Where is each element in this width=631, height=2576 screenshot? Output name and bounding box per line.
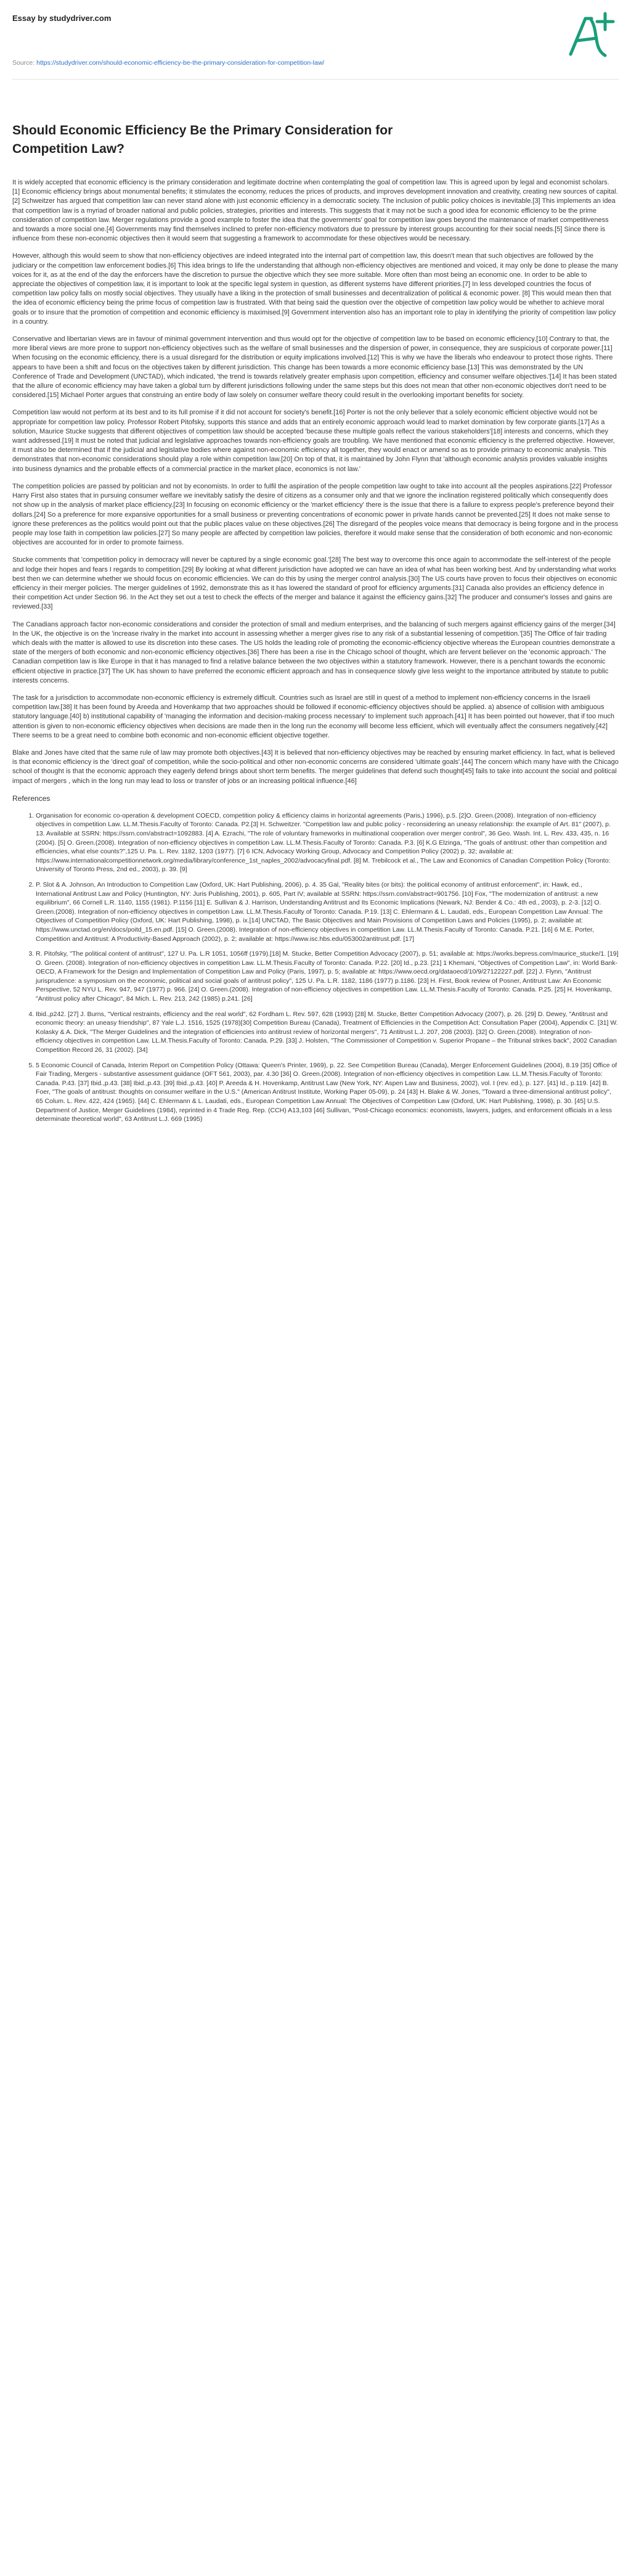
essay-paragraph: The competition policies are passed by politician and not by economists. In order to fulfil the aspiration of the people competition law ought to take into account all the peoples aspirations.[22] Professor Harry First also states that in pursuing consumer welfare we inevitably satisfy the desire of citizens as a consumer only and that we ignore the inclination registered politically which consequently does not show up in the analysis of market place efficiency.[23] In focusing on economic efficiency or the 'market efficiency' there is the issue that there is a failure to express people's preference beyond their dollars.[24] So a preference for more expansive opportunities for a small business or preventing concentrations of economic power in private hands cannot be prevented.[25] It does not make sense to ignore these preferences as the politics would point out that the public places value on these objectives.[26] The disregard of the peoples voice means that democracy is being forgone and in the process people may lose faith in competition law policies.[27] So many people are affected by competition law policies, therefore it would make sense that the consideration of both economic and non-economic objectives are accounted for in order to promote fairness.	[12, 482, 619, 547]
essay-content	[0, 121, 631, 1124]
source-line	[12, 59, 357, 67]
reference-item: 5. 5 Economic Council of Canada, Interim Report on Competition Policy (Ottawa: Queen's Printer, 1969), p. 22. See Competition Bureau (Canada), Merger Enforcement Guidelines (2004), 8.19 [35] Office of Fair Trading, Mergers - substantive assessment guidance (OFT 561, 2003), par. 4.30 [36] O. Green.(2008). Integration of non-efficiency objectives in competition Law. LL.M.Thesis.Faculty of Toronto: Canada. P.43. [37] Ibid.,p.43. [38] Ibid.,p.43. [39] Ibid.,p.43. [40] P. Areeda & H. Hovenkamp, Antitrust Law (New York, NY: Aspen Law and Business, 2002), vol. I (rev. ed.), p. 127. [41] Id., p.119. [42] B. Foer, "The goals of antitrust: thoughts on consumer welfare in the U.S." (American Antitrust Institute, Working Paper 05-09), p. 24 [43] H. Blake & W. Jones, "Toward a three-dimensional antitrust policy", 65 Colum. L. Rev. 422, 424 (1965). [44] C. Ehlermann & L. Laudati, eds., European Competition Law Annual: The Objectives of Competition Law (Oxford, UK: Hart Publishing, 1998), p. 30. [45] U.S. Department of Justice, Merger Guidelines (1984), reprinted in 4 Trade Reg. Rep. (CCH) A13,103 [46] Sullivan, "Post-Chicago economics: economists, lawyers, judges, and enforcement officials in a less determinate theoretical world", 63 Antitrust L.J. 669 (1995)	[36, 1061, 619, 1124]
essay-paragraph: The task for a jurisdiction to accommodate non-economic efficiency is extremely difficult. Countries such as Israel are still in quest of a method to implement non-efficiency concerns in the Israeli competition law.[38] It has been found by Areeda and Hovenkamp that two approaches should be followed if economic-efficiency objectives should be applied. a) absence of collision with ambiguous statutory language.[40] b) institutional capability of 'managing the information and decision-making process necessary' to implement such approach.[41] It has been pointed out however, that if too much attention is given to non-economic efficiency objectives when decisions are made then in the long run the economy will become less efficient, which will eventually affect the consumers negatively.[42] There seems to be a great need to combine both economic and non-economic efficient objective together.	[12, 694, 615, 739]
site-title: Essay by studydriver.com	[12, 14, 112, 23]
source-label: Source:	[12, 59, 37, 67]
essay-paragraph: It is widely accepted that economic efficiency is the primary consideration and legitimate doctrine when contemplating the goal of competition law. This is agreed upon by legal and economist scholars. [1] Economic efficiency brings about monumental benefits; it stimulates the economy, reduces the prices of products, and improves development innovation and creativity, creating new sources of capital.[2] Schweitzer has argued that competition law can never stand alone with just economic efficiency in a democratic society. The inclusion of public policy choices is inevitable.[3] This implements an idea that competition law is a myriad of broader national and public policies, strategies, priorities and interests. This suggests that it may not be such a good idea for economic efficiency to be the prime consideration of competition law. Merger regulations provide a good example to foster the idea that the governments' goal for competition law goes beyond the maintenance of market competitiveness and towards a more social one.[4] Governments may find themselves inclined to prefer non-efficiency motivators due to pressure by interest groups accounting for their social needs.[5] Since there is influence from these non-economic objectives then it would seem that suggesting a framework to accommodate for these objectives would be necessary.	[12, 179, 618, 243]
essay-paragraph: The Canadians approach factor non-economic considerations and consider the protection of small and medium enterprises, and the balancing of such mergers against efficiency gains of the merger.[34] In the UK, the objective is on the 'increase rivalry in the market into account in assessing whether a merger gives rise to any risk of a substantial lessening of competition.'[35] The Office of fair trading which deals with the matter is allowed to use its discretion into these cases. The US holds the leading role of promoting the economic-efficiency objective whereas the European countries demonstrate a state of the mergers of both economic and non-economic efficiency objectives.[36] There has been a rise in the Chicago school of thought, which are fervent believer on the 'economic approach.' The Canadian competition law is like Europe in that it has managed to find a relative balance between the two objectives within a statutory framework. However, there is a penchant towards the economic efficient objective in practice.[37] The UK has shown to have preferred the economic efficient approach and has in consequence slowly give less weight to the importance attributed by statute to public interests concerns.	[12, 620, 616, 684]
essay-paragraph: Conservative and libertarian views are in favour of minimal government intervention and thus would opt for the objective of competition law to be based on economic efficiency.[10] Contrary to that, the more liberal views are more prone to support non-efficiency objectives such as the welfare of small businesses and the dispersion of power, in consequence, they are suspicious of corporate power.[11] When focusing on the economic efficiency, there is a usual disregard for the distribution or equity implications involved.[12] This is why we have the liberals who endeavour to protect those rights. There appears to have been a shift and focus on the objectives taken by different jurisdiction. This change has been towards a more economic efficiency base.[13] This was demonstrated by the UN Conference of Trade and Development (UNCTAD), which indicated, 'the trend is towards relatively greater emphasis upon competition, efficiency and consumer welfare objectives.'[14] It has been stated that the allure of economic efficiency may have taken a global turn by different jurisdictions following under the same steps but this does not mean that other non-economic objectives don't need to be considered.[15] Michael Porter argues that construing an entire body of law solely on consumer welfare theory could result in the overlooking important benefits for society.	[12, 335, 617, 400]
reference-item: 1. Organisation for economic co-operation & development COECD, competition policy & efficiency claims in horizontal agreements (Paris,) 1996), p.5. [2]O. Green.(2008). Integration of non-efficiency objectives in competition Law. LL.M.Thesis.Faculty of Toronto: Canada. P2.[3] H. Schweitzer. "Competition law and public policy - reconsidering an uneasy relationship: the example of Art. 81" (2007), p. 13. Available at SSRN: https://ssrn.com/abstract=1092883. [4] A. Ezrachi, "The role of voluntary frameworks in multinational cooperation over merger control", 36 Geo. Wash. Int. L. Rev. 433, 435, n. 16 (2004). [5] O. Green.(2008). Integration of non-efficiency objectives in competition Law. LL.M.Thesis.Faculty of Toronto: Canada. P.3. [6] K.G Elzinga, "The goals of antitrust: other than competition and efficiencies, what else counts?",125 U. Pa. L. Rev. 1182, 1203 (1977). [7] 6 ICN, Advocacy Working Group, Advocacy and Competition Policy (2002) p. 32; available at: https://www.internationalcompetitionnetwork.org/media/library/conference_1st_naples_2002/advocacyfinal.pdf. [8] M. Trebilcock et al., The Law and Economics of Canadian Competition Policy (Toronto: University of Toronto Press, 2nd ed., 2003), p. 39. [9]	[36, 811, 619, 874]
essay-body	[12, 178, 619, 786]
references-heading: References	[12, 794, 51, 803]
essay-paragraph: Blake and Jones have cited that the same rule of law may promote both objectives.[43] It is believed that non-efficiency objectives may be reached by ensuring market efficiency. In fact, what is believed is that economic efficiency is the 'direct goal' of competition, while the socio-political and other non-economic concerns are considered 'ultimate goals'.[44] The concern which many have with the Chicago school of thought is that the economic approach they eagerly defend brings about short term benefits. The merger guidelines that defend such thought[45] fails to take into account the social and political impact of mergers , which in the long run may lead to loss or transfer of jobs or an increasing political influence.[46]	[12, 749, 619, 785]
reference-item: 2. P. Slot & A. Johnson, An Introduction to Competition Law (Oxford, UK: Hart Publishing, 2006), p. 4. 35 Gal, "Reality bites (or bits): the political economy of antitrust enforcement", in: Hawk, ed., International Antitrust Law and Policy (Huntington, NY: Juris Publishing, 2001), p. 605, Part IV; available at SSRN: https://ssrn.com/abstract=901756. [10] Fox, "The modernization of antitrust: a new equilibrium", 66 Cornell L.R. 1140, 1155 (1981). P.1156 [11] E. Sullivan & J. Harrison, Understanding Antitrust and Its Economic Implications (Newark, NJ: Bender & Co.: 4th ed., 2003), p. 2-3. [12] O. Green.(2008). Integration of non-efficiency objectives in competition Law. LL.M.Thesis.Faculty of Toronto: Canada. P.19. [13] C. Ehlermann & L. Laudati, eds., European Competition Law Annual: The Objectives of Competition Policy (Oxford, UK: Hart Publishing, 1998), p. ix.[14] UNCTAD, The Basic Objectives and Main Provisions of Competition Laws and Policies (1995), p. 2; available at: https://www.unctad.org/en/docs/poitd_15.en.pdf. [15] O. Green.(2008). Integration of non-efficiency objectives in competition Law. LL.M.Thesis.Faculty of Toronto: Canada. P.21. [16] 6 M.E. Porter, Competition and Antitrust: A Productivity-Based Approach (2002), p. 2; available at: https://www.isc.hbs.edu/053002antitrust.pdf. [17]	[36, 880, 619, 943]
header-divider	[12, 79, 619, 80]
reference-item: 4. Ibid.,p242. [27] J. Burns, "Vertical restraints, efficiency and the real world", 62 Fordham L. Rev. 597, 628 (1993) [28] M. Stucke, Better Competition Advocacy (2007), p. 26. [29] D. Dewey, "Antitrust and economic theory: an uneasy friendship", 87 Yale L.J. 1516, 1525 (1978)[30] Competition Bureau (Canada), Treatment of Efficiencies in the Competition Act: Consultation Paper (2004), Appendix C. [31] W. Kolasky & A. Dick, "The Merger Guidelines and the integration of efficiencies into antitrust review of horizontal mergers", 71 Antitrust L.J. 207, 208 (2003). [32] O. Green.(2008). Integration of non-efficiency objectives in competition Law. LL.M.Thesis.Faculty of Toronto: Canada. P.29. [33] J. Holsten, "The Commissioner of Competition v. Superior Propane – the Tribunal strikes back", 2002 Canadian Competition Record 26, 31 (2002). [34]	[36, 1010, 619, 1055]
studydriver-a-plus-logo-icon[interactable]	[562, 6, 617, 62]
source-link[interactable]: https://studydriver.com/should-economic-efficiency-be-the-primary-consideration-for-competition-law/	[36, 59, 325, 67]
essay-paragraph: Stucke comments that 'competition policy in democracy will never be captured by a single economic goal.'[28] The best way to overcome this once again to accommodate the self-interest of the people and lodge their hopes and fears I regards to competition.[29] By looking at what different jurisdiction have adopted we can have an idea of what has been working best. And by understanding what works best then we can determine whether we should focus on economic efficiencies. We can do this by using the merger control analysis.[30] The US courts have proven to focus their objectives on economic efficiency in their merger policies. The merger guidelines of 1992, demonstrate this as it has lowered the standard of proof for efficiency arguments.[31] Canada also provides an efficiency defence in their competition Act under Section 96. In the Act they set out a test to check the effects of the merger and balance it against the efficiency gains.[32] The producer and consumer's losses and gains are reviewed.[33]	[12, 556, 617, 611]
essay-paragraph: However, although this would seem to show that non-efficiency objectives are indeed integrated into the internal part of competition law, this doesn't mean that such objectives are followed by the judiciary or the competition law enforcement bodies.[6] This idea brings to life the understanding that although non-efficiency objectives are mentioned and voiced, it may only be done to please the many voices for it, as at the end of the day the enforcers have the discretion to pursue the objective which they see more suitable. More often than most being an economic one. In order to be able to appreciate the objectives of competition law, it is important to look at the specific legal system in question, as different systems have different priorities.[7] In less developed countries the focus of competition law policy falls on mostly social objectives. They usually have a liking in the protection of small businesses and decentralization of political & economic power. [8] This would mean then that the idea of economic efficiency being the prime focus of competition law is frustrated. With that being said the question over the objective of competition law policy would be whether to achieve moral goals or to insure that the promotion of competition and economic efficiency is maximised.[9] Government intervention also has an important role to play in identifying the priority of competition law policy in a country.	[12, 252, 618, 326]
references-list	[12, 811, 619, 1124]
essay-title: Should Economic Efficiency Be the Primary Consideration for Competition Law?	[12, 123, 393, 156]
reference-item: 3. R. Pitofsky, "The political content of antitrust", 127 U. Pa. L.R 1051, 1056ff (1979).[18] M. Stucke, Better Competition Advocacy (2007), p. 51; available at: https://works.bepress.com/maurice_stucke/1. [19] O. Green. (2008). Integration of non-efficiency objectives in competition Law. LL.M.Thesis.Faculty of Toronto: Canada. P.22. [20] Id., p.23. [21] 1 Khemani, "Objectives of Competition Law", in: World Bank-OECD, A Framework for the Design and Implementation of Competition Law and Policy (Paris, 1997), p. 5; available at: https://www.oecd.org/dataoecd/10/9/27122227.pdf. [22] J. Flynn, "Antitrust jurisprudence: a symposium on the economic, political and social goals of antitrust policy", 125 U. Pa. L.R. 1182, 1186 (1977) p.1186. [23] H. First, Book review of Posner, Antitrust Law: An Economic Perspective, 52 NYU L. Rev. 947, 947 (1977) p. 966. [24] O. Green.(2008). Integration of non-efficiency objectives in competition Law. LL.M.Thesis.Faculty of Toronto: Canada. P.25. [25] H. Hovenkamp, "Antitrust policy after Chicago", 84 Mich. L. Rev. 213, 242 (1985) p.241. [26]	[36, 950, 619, 1004]
essay-paragraph: Competition law would not perform at its best and to its full promise if it did not account for society's benefit.[16] Porter is not the only believer that a solely economic efficient objective would not be appropriate for competition law policy. Professor Robert Pitofsky, supports this stance and adds that an entirely economic approach would lead to market domination by few corporate giants.[17] As a solution, Maurice Stucke suggests that different objectives of competition law should be accepted 'because these multiple goals reflect the various stakeholders'[18] interests and concerns, which they want addressed.[19] It must be noted that judicial and legislative approaches towards non-efficiency goals are troubling. We have mentioned that economic efficiency is the preferred objective. However, it must also be determined that if the judicial and legislative bodies where against non-economic efficiency all together, they would enact or amend so as to provide primacy to economic analysis. This demonstrates that non-economic considerations should play a role within competition law.[20] On top of that, it is maintained by John Flynn that 'although economic analysis provides valuable insights into business dynamics and the probable effects of a commercial practice in the market place, economics is not law.'	[12, 409, 615, 473]
page-header	[0, 0, 631, 68]
